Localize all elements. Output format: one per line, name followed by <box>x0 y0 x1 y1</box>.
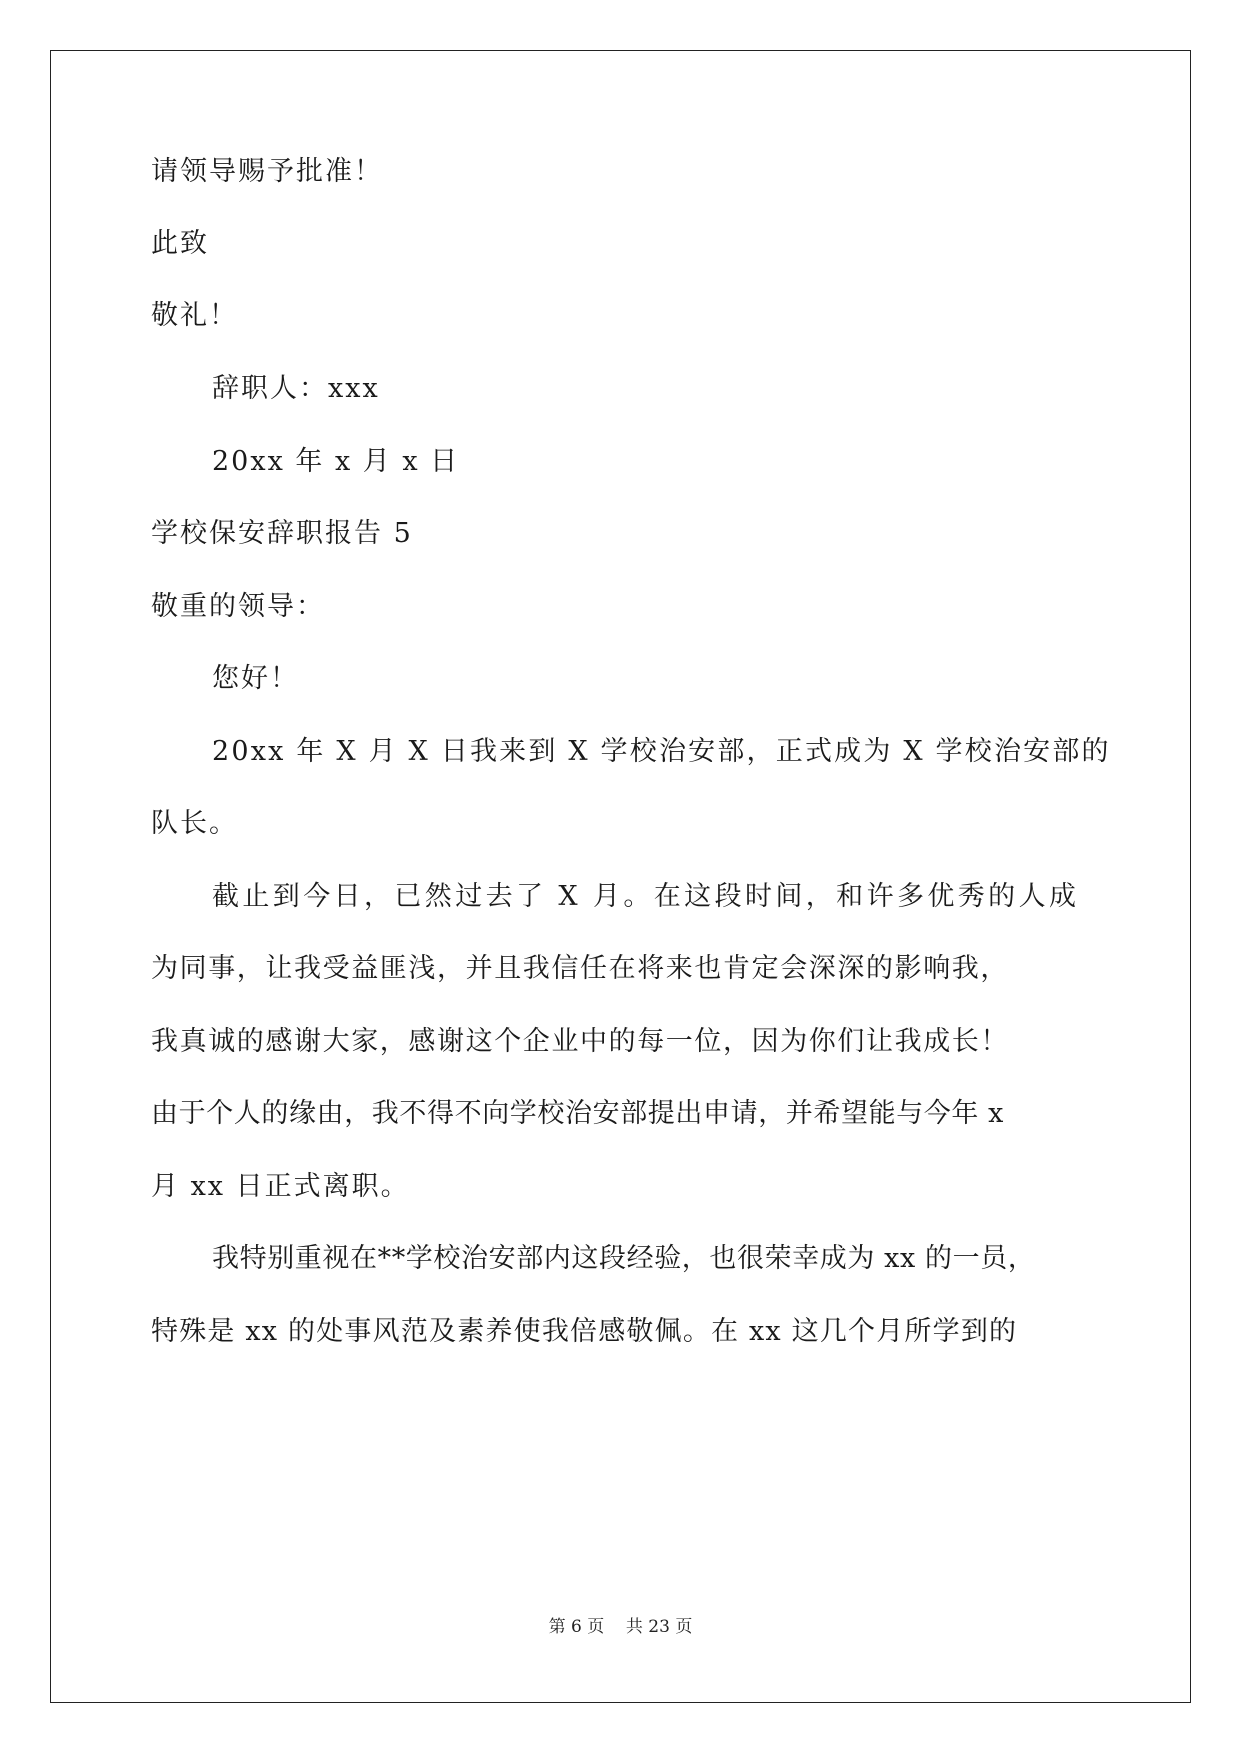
text-line-resigner: 辞职人：xxx <box>212 373 380 404</box>
paragraph-line: 截止到今日，已然过去了 X 月。在这段时间，和许多优秀的人成 <box>212 881 1080 912</box>
text-line-salutation-jingli: 敬礼！ <box>151 300 238 331</box>
text-line-hello: 您好！ <box>212 663 299 694</box>
paragraph-line: 我特别重视在**学校治安部内这段经验，也很荣幸成为 xx 的一员， <box>212 1243 1036 1274</box>
paragraph-line <box>212 734 1111 770</box>
page-number-footer: 第 6 页 共 23 页 <box>548 1617 693 1637</box>
text-line-date: 20xx 年 x 月 x 日 <box>212 446 460 477</box>
paragraph-line: 月 xx 日正式离职。 <box>151 1171 410 1202</box>
paragraph-line: 由于个人的缘由，我不得不向学校治安部提出申请，并希望能与今年 x <box>151 1098 1005 1129</box>
paragraph-line: 队长。 <box>151 808 238 839</box>
paragraph-line-text: 20xx 年 X 月 X 日我来到 X 学校治安部，正式成为 X 学校治安部的 <box>212 736 1111 767</box>
text-line-request-approval: 请领导赐予批准！ <box>151 156 383 187</box>
text-line-salutation-cizhi: 此致 <box>151 228 209 259</box>
paragraph-line: 为同事，让我受益匪浅，并且我信任在将来也肯定会深深的影响我， <box>151 953 1009 984</box>
paragraph-line: 特殊是 xx 的处事风范及素养使我倍感敬佩。在 xx 这几个月所学到的 <box>151 1316 1018 1347</box>
paragraph-line: 我真诚的感谢大家，感谢这个企业中的每一位，因为你们让我成长！ <box>151 1026 1009 1057</box>
section-heading: 学校保安辞职报告 5 <box>151 518 413 549</box>
text-line-greeting: 敬重的领导： <box>151 591 325 622</box>
